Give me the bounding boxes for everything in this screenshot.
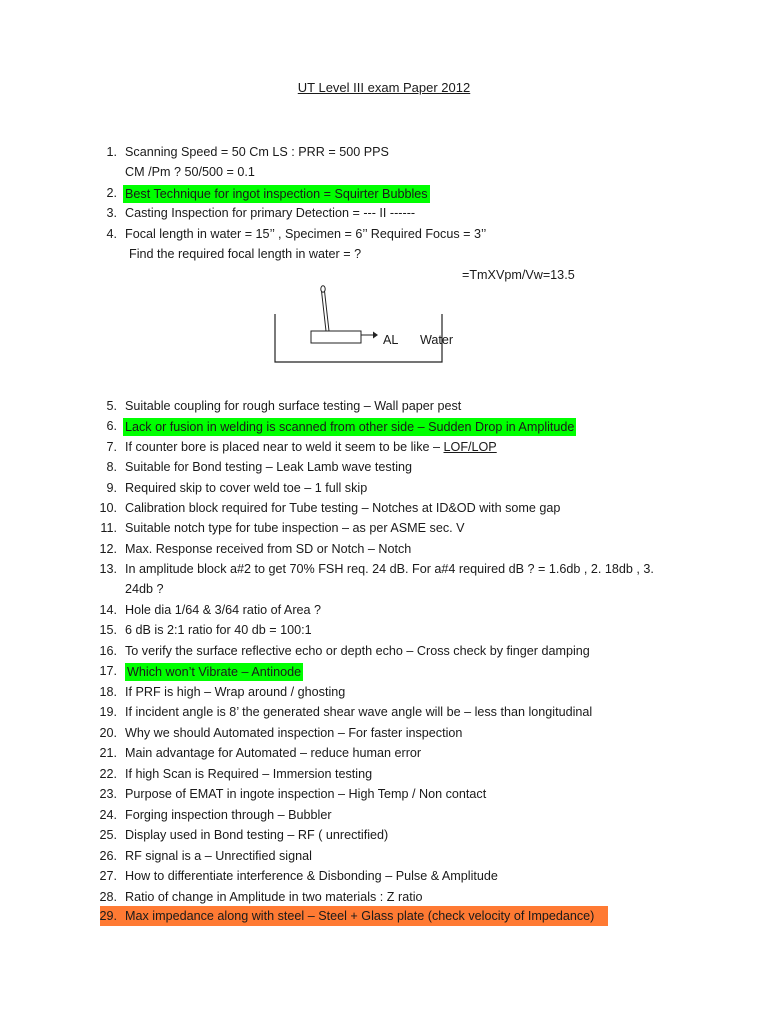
item-number: 28. <box>99 890 117 904</box>
item-text-highlighted: Best Technique for ingot inspection = Squirter Bubbles <box>125 187 428 201</box>
item-number: 12. <box>99 542 117 556</box>
item-text: Why we should Automated inspection – For faster inspection <box>125 726 463 740</box>
item-number: 19. <box>99 705 117 719</box>
item-number: 6. <box>106 419 117 433</box>
item-number: 11. <box>100 521 117 535</box>
item-number: 4. <box>106 227 117 241</box>
item-continuation: 24db ? <box>125 582 164 596</box>
item-number: 15. <box>99 623 117 637</box>
diagram-label-al: AL <box>383 333 399 347</box>
formula-text: =TmXVpm/Vw=13.5 <box>462 268 575 282</box>
item-text: 6 dB is 2:1 ratio for 40 db = 100:1 <box>125 623 312 637</box>
item-number: 23. <box>99 787 117 801</box>
item-number: 8. <box>106 460 117 474</box>
item-number: 1. <box>106 145 117 159</box>
item-text: Ratio of change in Amplitude in two materials : Z ratio <box>125 890 423 904</box>
item-text-main: If counter bore is placed near to weld it seem to be like – <box>125 440 444 454</box>
item-number: 16. <box>99 644 117 658</box>
item-number: 25. <box>99 828 117 842</box>
item-number: 17. <box>99 664 117 678</box>
probe-icon <box>321 286 329 331</box>
item-number: 26. <box>99 849 117 863</box>
item-text: Hole dia 1/64 & 3/64 ratio of Area ? <box>125 603 322 617</box>
item-text: Max. Response received from SD or Notch – Notch <box>125 542 412 556</box>
item-text: Focal length in water = 15’’ , Specimen = 6’’ Required Focus = 3’’ <box>125 227 487 241</box>
item-text: Scanning Speed = 50 Cm LS : PRR = 500 PPS <box>125 145 389 159</box>
item-text-highlighted: Max impedance along with steel – Steel + Glass plate (check velocity of Impedance) <box>125 909 595 923</box>
immersion-tank-diagram <box>270 282 470 366</box>
item-number: 18. <box>99 685 117 699</box>
item-text: RF signal is a – Unrectified signal <box>125 849 312 863</box>
item-continuation: Find the required focal length in water = ? <box>129 247 362 261</box>
item-text: If high Scan is Required – Immersion testing <box>125 767 373 781</box>
item-text: Suitable notch type for tube inspection – as per ASME sec. V <box>125 521 465 535</box>
item-text-underlined: LOF/LOP <box>443 440 497 454</box>
item-number: 13. <box>99 562 117 576</box>
item-text: Display used in Bond testing – RF ( unrectified) <box>125 828 389 842</box>
item-number: 7. <box>106 440 117 454</box>
item-text: If incident angle is 8’ the generated shear wave angle will be – less than longitudinal <box>125 705 593 719</box>
item-text-highlighted: Which won’t Vibrate – Antinode <box>127 665 302 679</box>
item-text <box>125 439 497 455</box>
specimen-block <box>311 331 361 343</box>
arrow-right-icon <box>361 332 378 339</box>
item-number: 27. <box>99 869 117 883</box>
item-number: 21. <box>99 746 117 760</box>
item-number: 5. <box>106 399 117 413</box>
item-number: 10. <box>99 501 117 515</box>
item-text: How to differentiate interference & Disbonding – Pulse & Amplitude <box>125 869 498 883</box>
item-number: 22. <box>99 767 117 781</box>
item-text: Main advantage for Automated – reduce human error <box>125 746 422 760</box>
item-text: Suitable coupling for rough surface testing – Wall paper pest <box>125 399 462 413</box>
item-text: Calibration block required for Tube testing – Notches at ID&OD with some gap <box>125 501 561 515</box>
diagram-label-water: Water <box>420 333 454 347</box>
item-text: If PRF is high – Wrap around / ghosting <box>125 685 346 699</box>
page-title: UT Level III exam Paper 2012 <box>297 80 471 95</box>
item-number: 3. <box>106 206 117 220</box>
item-number: 9. <box>106 481 117 495</box>
item-text: Forging inspection through – Bubbler <box>125 808 332 822</box>
item-number: 14. <box>99 603 117 617</box>
item-text: To verify the surface reflective echo or depth echo – Cross check by finger damping <box>125 644 590 658</box>
item-text: Casting Inspection for primary Detection = --- II ------ <box>125 206 416 220</box>
item-text: In amplitude block a#2 to get 70% FSH req. 24 dB. For a#4 required dB ? = 1.6db , 2. 18db , 3. <box>125 562 654 576</box>
item-text: Required skip to cover weld toe – 1 full skip <box>125 481 368 495</box>
item-number: 20. <box>99 726 117 740</box>
item-number: 29. <box>99 909 117 923</box>
item-text: Purpose of EMAT in ingote inspection – High Temp / Non contact <box>125 787 487 801</box>
item-number: 2. <box>106 186 117 200</box>
item-text-highlighted: Lack or fusion in welding is scanned from other side – Sudden Drop in Amplitude <box>125 420 575 434</box>
item-continuation: CM /Pm ? 50/500 = 0.1 <box>125 165 255 179</box>
item-text: Suitable for Bond testing – Leak Lamb wave testing <box>125 460 413 474</box>
item-number: 24. <box>99 808 117 822</box>
